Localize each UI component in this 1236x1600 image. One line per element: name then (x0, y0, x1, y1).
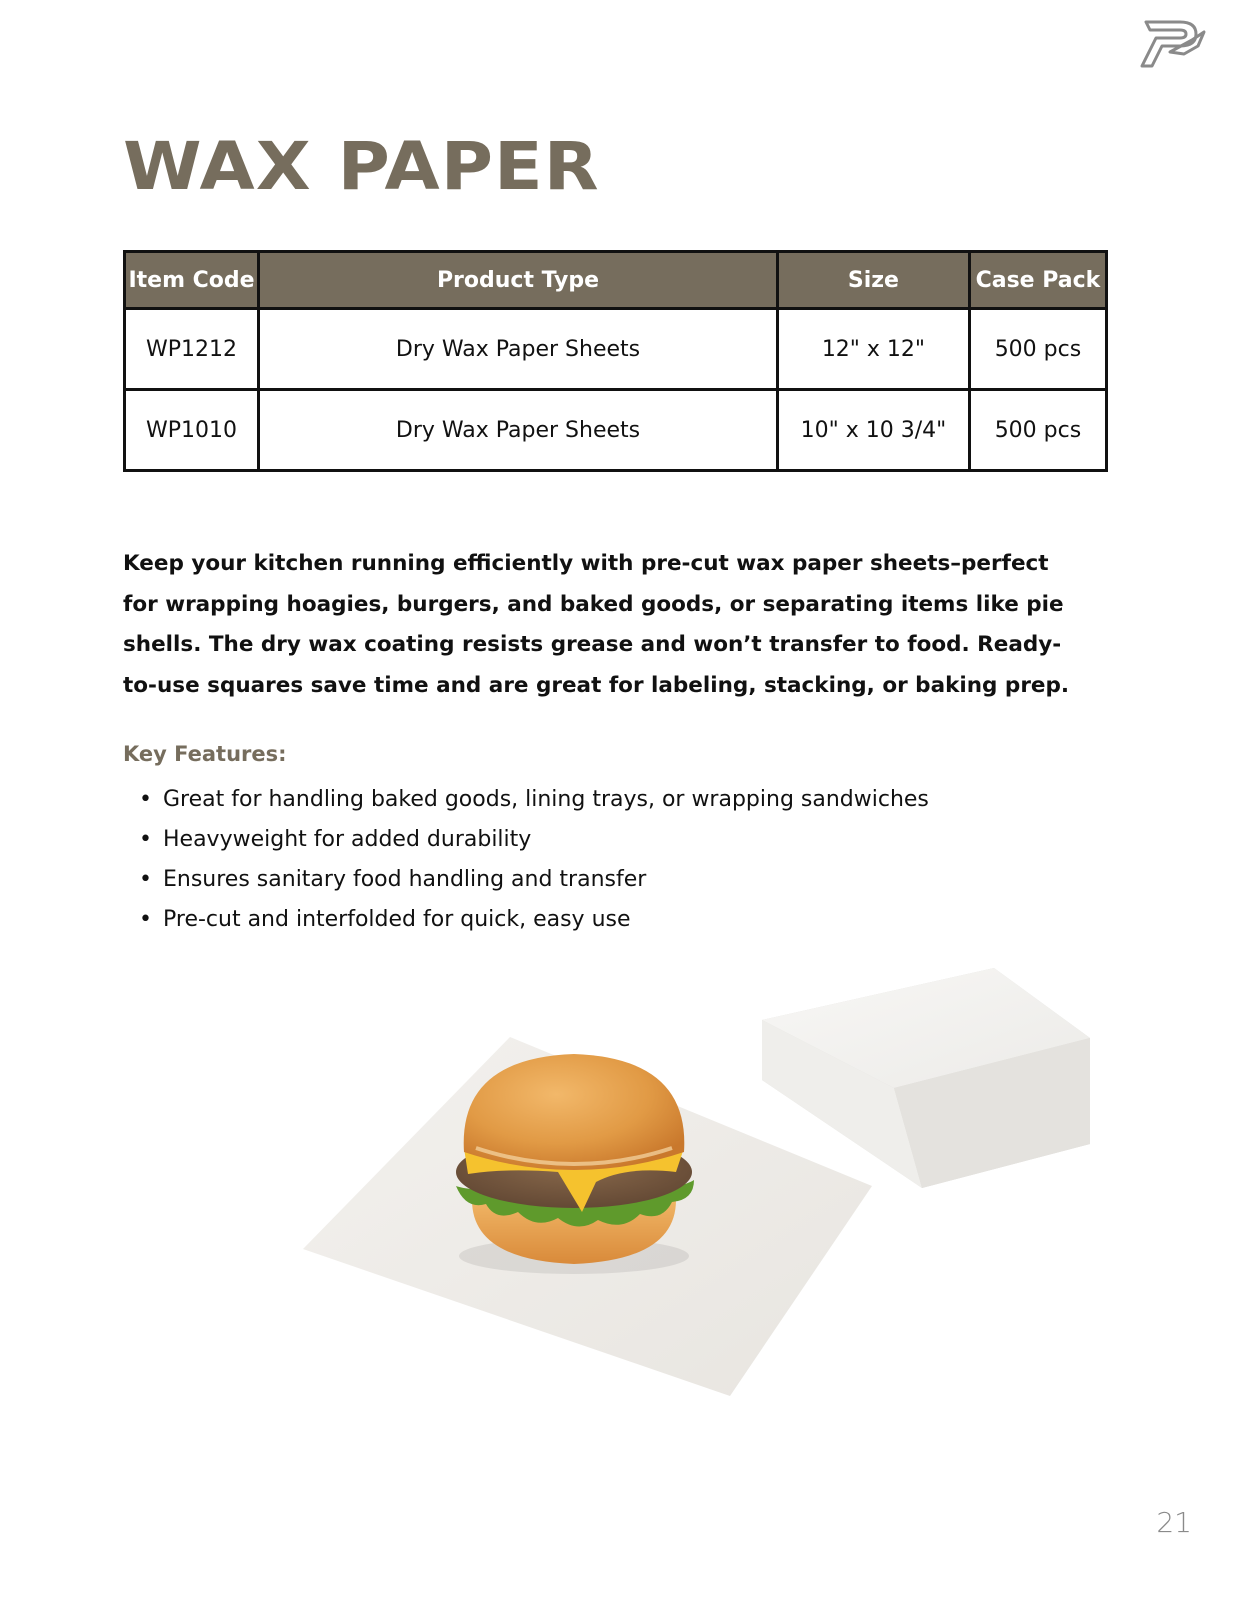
cell-case-pack: 500 pcs (969, 309, 1106, 390)
bullet-icon: • (139, 787, 152, 812)
header-product-type: Product Type (259, 252, 778, 309)
page-title: WAX PAPER (123, 128, 600, 205)
feature-text: Great for handling baked goods, lining trays, or wrapping sandwiches (163, 787, 929, 812)
cell-product-type: Dry Wax Paper Sheets (259, 309, 778, 390)
cell-size: 10" x 10 3/4" (777, 390, 969, 471)
wax-paper-stack (762, 968, 1090, 1188)
table-row (125, 390, 1107, 471)
bullet-icon: • (139, 907, 152, 932)
product-spec-table (123, 250, 1108, 472)
bullet-icon: • (139, 827, 152, 852)
table-row (125, 309, 1107, 390)
table-header-row (125, 252, 1107, 309)
feature-text: Heavyweight for added durability (163, 827, 532, 852)
cell-case-pack: 500 pcs (969, 390, 1106, 471)
key-features-heading: Key Features: (123, 742, 287, 766)
header-case-pack: Case Pack (969, 252, 1106, 309)
page-number: 21 (1156, 1506, 1192, 1539)
cell-item-code: WP1010 (125, 390, 259, 471)
list-item (123, 900, 929, 940)
brand-logo-icon (1140, 18, 1206, 70)
list-item (123, 860, 929, 900)
cell-product-type: Dry Wax Paper Sheets (259, 390, 778, 471)
bullet-icon: • (139, 867, 152, 892)
product-description: Keep your kitchen running efficiently with pre-cut wax paper sheets–perfect for wrapping hoagies, burgers, and baked goods, or separating items like pie shells. The dry wax coating resists grease and won’t transfer to food. Ready-to-use squares save time and are great for labeling, stacking, or baking prep. (123, 551, 1070, 698)
cell-size: 12" x 12" (777, 309, 969, 390)
header-size: Size (777, 252, 969, 309)
cell-item-code: WP1212 (125, 309, 259, 390)
feature-text: Pre-cut and interfolded for quick, easy use (163, 907, 631, 932)
header-item-code: Item Code (125, 252, 259, 309)
product-photo (296, 960, 1096, 1400)
list-item (123, 820, 929, 860)
key-features-list (123, 780, 929, 940)
list-item (123, 780, 929, 820)
feature-text: Ensures sanitary food handling and transfer (163, 867, 647, 892)
